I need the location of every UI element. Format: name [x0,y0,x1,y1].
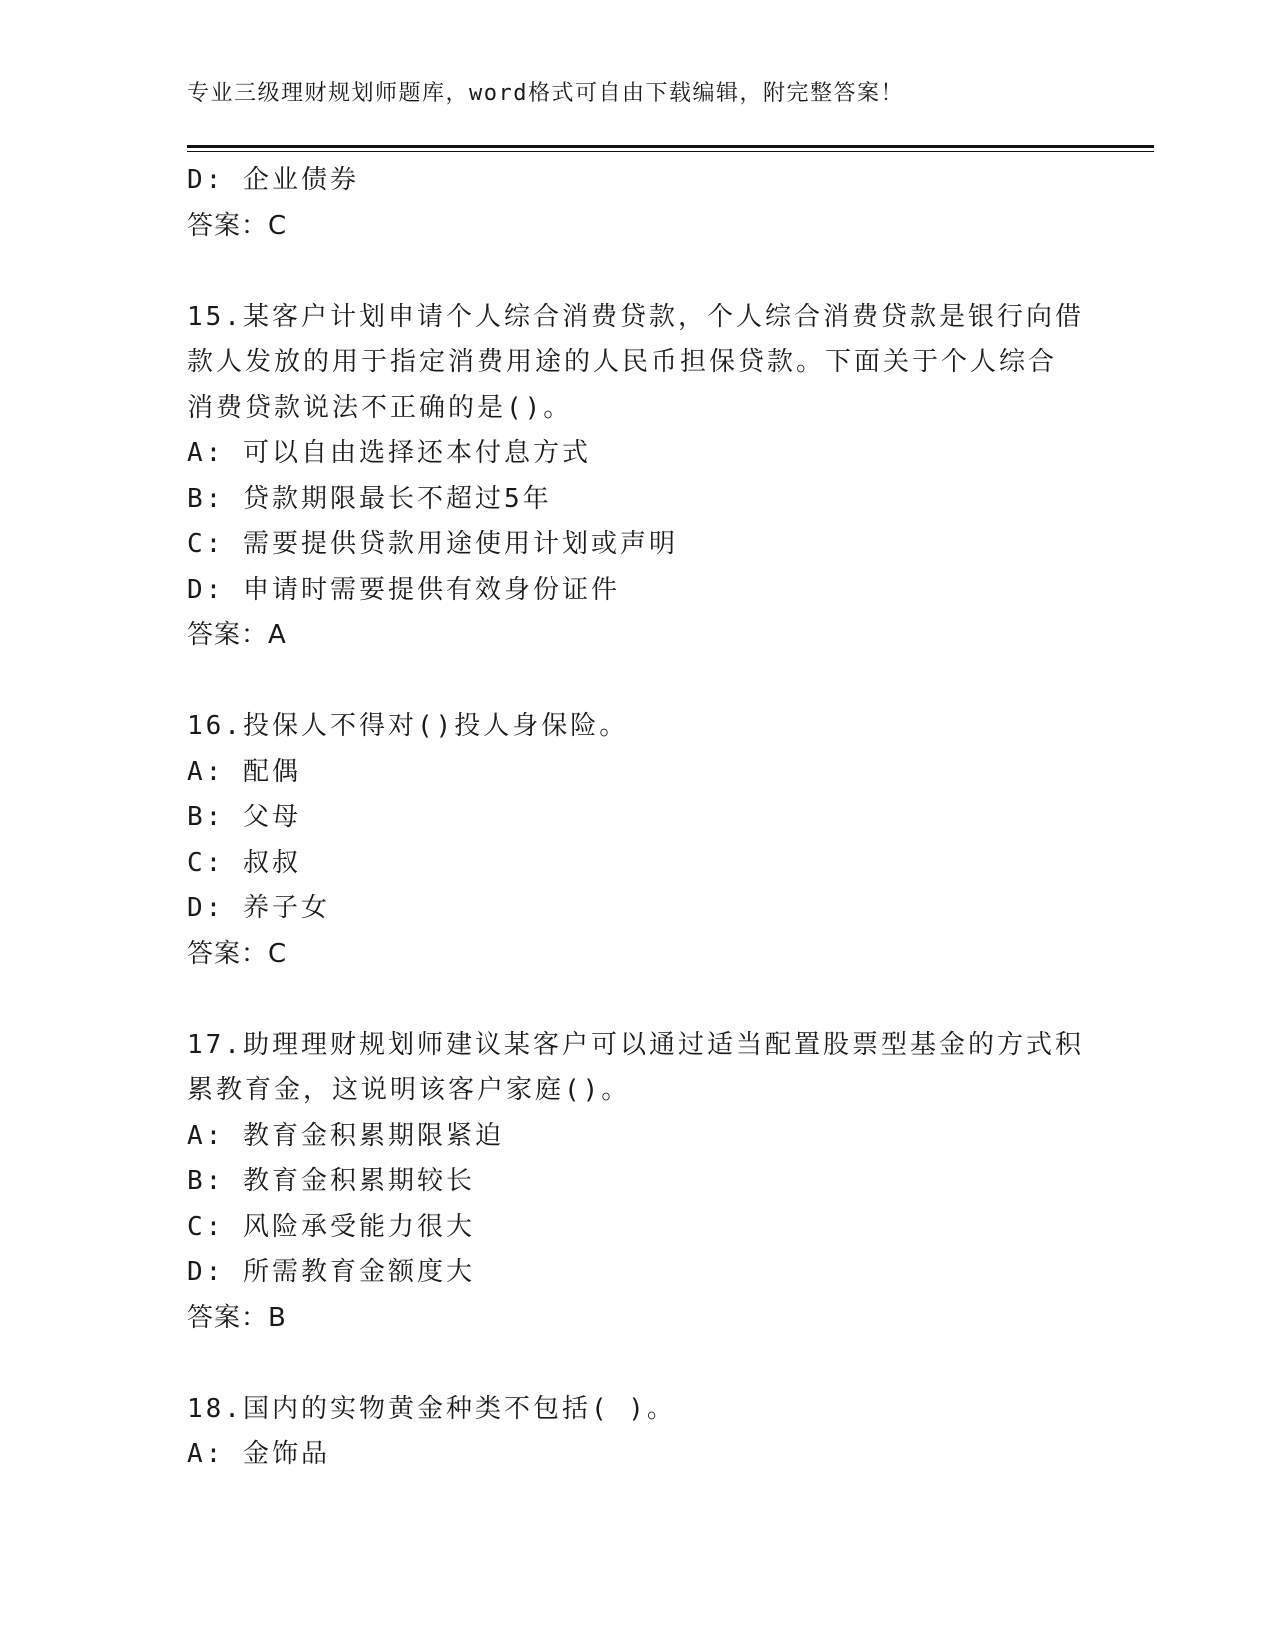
question-18 [187,1387,1107,1478]
answer: 答案：C [187,938,288,969]
option-a: A: 金饰品 [187,1439,330,1469]
option-a: A: 配偶 [187,756,301,787]
question-stem-line: 15.某客户计划申请个人综合消费贷款，个人综合消费贷款是银行向借 [187,301,1084,332]
spacer [187,249,1107,295]
option-d: D: 养子女 [187,893,330,923]
question-17 [187,1023,1107,1342]
option-d: D: 申请时需要提供有效身份证件 [187,574,620,605]
question-stem-line: 16.投保人不得对()投人身保险。 [187,711,629,741]
option-b: B: 教育金积累期较长 [187,1166,475,1196]
question-stem-line: 累教育金，这说明该客户家庭()。 [187,1075,631,1105]
header-rule-thin [187,151,1154,152]
question-stem-line: 17.助理理财规划师建议某客户可以通过适当配置股票型基金的方式积 [187,1029,1084,1060]
question-15 [187,295,1107,659]
question-stem-line: 18.国内的实物黄金种类不包括( )。 [187,1393,676,1424]
option-b: B: 父母 [187,802,301,832]
option-c: C: 需要提供贷款用途使用计划或声明 [187,529,678,559]
question-stem-line: 消费贷款说法不正确的是()。 [187,392,573,423]
page-header: 专业三级理财规划师题库，word格式可自由下载编辑，附完整答案！ [187,81,904,106]
spacer [187,1341,1107,1387]
question-list [187,158,1107,1478]
spacer [187,977,1107,1023]
option-b: B: 贷款期限最长不超过5年 [187,483,552,514]
option-d: D: 企业债券 [187,165,359,195]
option-c: C: 风险承受能力很大 [187,1211,475,1242]
question-14-tail [187,158,1107,249]
answer: 答案：A [187,620,287,650]
spacer [187,659,1107,705]
question-stem-line: 款人发放的用于指定消费用途的人民币担保贷款。下面关于个人综合 [187,347,1058,377]
option-a: A: 教育金积累期限紧迫 [187,1120,504,1151]
option-c: C: 叔叔 [187,847,301,878]
answer: 答案：B [187,1302,287,1333]
answer: 答案：C [187,210,288,241]
option-a: A: 可以自由选择还本付息方式 [187,438,591,468]
header-rule-thick [187,145,1154,148]
question-16 [187,704,1107,977]
option-d: D: 所需教育金额度大 [187,1257,475,1287]
